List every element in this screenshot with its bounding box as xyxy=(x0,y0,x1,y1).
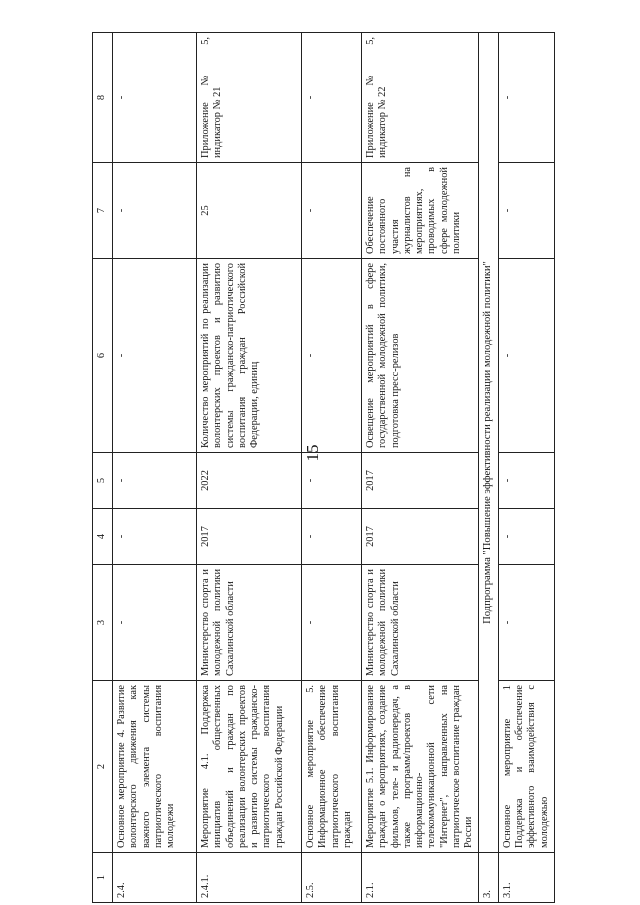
end-year: - xyxy=(113,453,197,509)
start-year: 2017 xyxy=(197,509,302,565)
start-year: 2017 xyxy=(362,509,479,565)
indicator-link: Приложение № 5, индикатор № 22 xyxy=(362,33,479,163)
start-year: - xyxy=(113,509,197,565)
subprogram-row xyxy=(479,33,499,903)
executor: Министерство спорта и молодежной политики Сахалинской области xyxy=(197,565,302,681)
column-number: 2 xyxy=(93,681,113,853)
column-number: 4 xyxy=(93,509,113,565)
row-number: 2.5. xyxy=(302,853,362,903)
table-row xyxy=(197,33,302,903)
indicator-link: - xyxy=(498,33,554,163)
row-number: 2.4.1. xyxy=(197,853,302,903)
indicator-value: 25 xyxy=(197,163,302,259)
end-year: - xyxy=(302,453,362,509)
measures-table xyxy=(92,32,555,903)
indicator-name: Освещение мероприятий в сфере государственной молодежной политики, подготовка пресс-релизов xyxy=(362,259,479,453)
executor: Министерство спорта и молодежной политики Сахалинской области xyxy=(362,565,479,681)
executor: - xyxy=(113,565,197,681)
start-year: - xyxy=(302,509,362,565)
indicator-link: Приложение № 5, индикатор № 21 xyxy=(197,33,302,163)
table-row xyxy=(498,33,554,903)
measure-name: Основное мероприятие 4. Развитие волонтерского движения как важного элемента системы патриотического воспитания молодежи xyxy=(113,681,197,853)
end-year: 2022 xyxy=(197,453,302,509)
indicator-name: Количество мероприятий по реализации волонтерских проектов и развитию системы гражданско-патриотического воспитания граждан Российской Федерации, единиц xyxy=(197,259,302,453)
measure-name: Мероприятие 4.1. Поддержка инициатив общественных объединений и граждан по реализации волонтерских проектов и развитию системы гражданско-патриотического воспитания граждан Российской Федерации xyxy=(197,681,302,853)
column-number: 3 xyxy=(93,565,113,681)
measure-name: Основное мероприятие 1 Поддержка и обеспечение эффективного взаимодействия с молодежью xyxy=(498,681,554,853)
indicator-name: - xyxy=(113,259,197,453)
table-row xyxy=(113,33,197,903)
end-year: 2017 xyxy=(362,453,479,509)
indicator-link: - xyxy=(113,33,197,163)
column-number: 8 xyxy=(93,33,113,163)
indicator-name: - xyxy=(498,259,554,453)
column-numbers-row xyxy=(93,33,113,903)
page-number: 15 xyxy=(303,444,322,462)
column-number: 7 xyxy=(93,163,113,259)
measure-name: Мероприятие 5.1. Информирование граждан о мероприятиях, создание фильмов, теле- и радиопередач, а также программ/проектов в информационно-телекоммуникационной сети "Интернет", направленных на патриотическое воспитание граждан России xyxy=(362,681,479,853)
row-number: 2.4. xyxy=(113,853,197,903)
measure-name: Основное мероприятие 5. Информационное обеспечение патриотического воспитания граждан xyxy=(302,681,362,853)
indicator-value: - xyxy=(302,163,362,259)
column-number: 5 xyxy=(93,453,113,509)
indicator-link: - xyxy=(302,33,362,163)
indicator-name: - xyxy=(302,259,362,453)
indicator-value: Обеспечение постоянного участия журналистов на мероприятиях, проводимых в сфере молодежной политики xyxy=(362,163,479,259)
table-row xyxy=(302,33,362,903)
row-number: 3.1. xyxy=(498,853,554,903)
table-row xyxy=(362,33,479,903)
row-number: 2.1. xyxy=(362,853,479,903)
start-year: - xyxy=(498,509,554,565)
row-number: 3. xyxy=(479,853,499,903)
indicator-value: - xyxy=(498,163,554,259)
executor: - xyxy=(498,565,554,681)
rotated-table-area xyxy=(92,33,550,903)
indicator-value: - xyxy=(113,163,197,259)
end-year: - xyxy=(498,453,554,509)
column-number: 1 xyxy=(93,853,113,903)
column-number: 6 xyxy=(93,259,113,453)
executor: - xyxy=(302,565,362,681)
subprogram-title: Подпрограмма "Повышение эффективности реализации молодежной политики" xyxy=(479,33,499,853)
